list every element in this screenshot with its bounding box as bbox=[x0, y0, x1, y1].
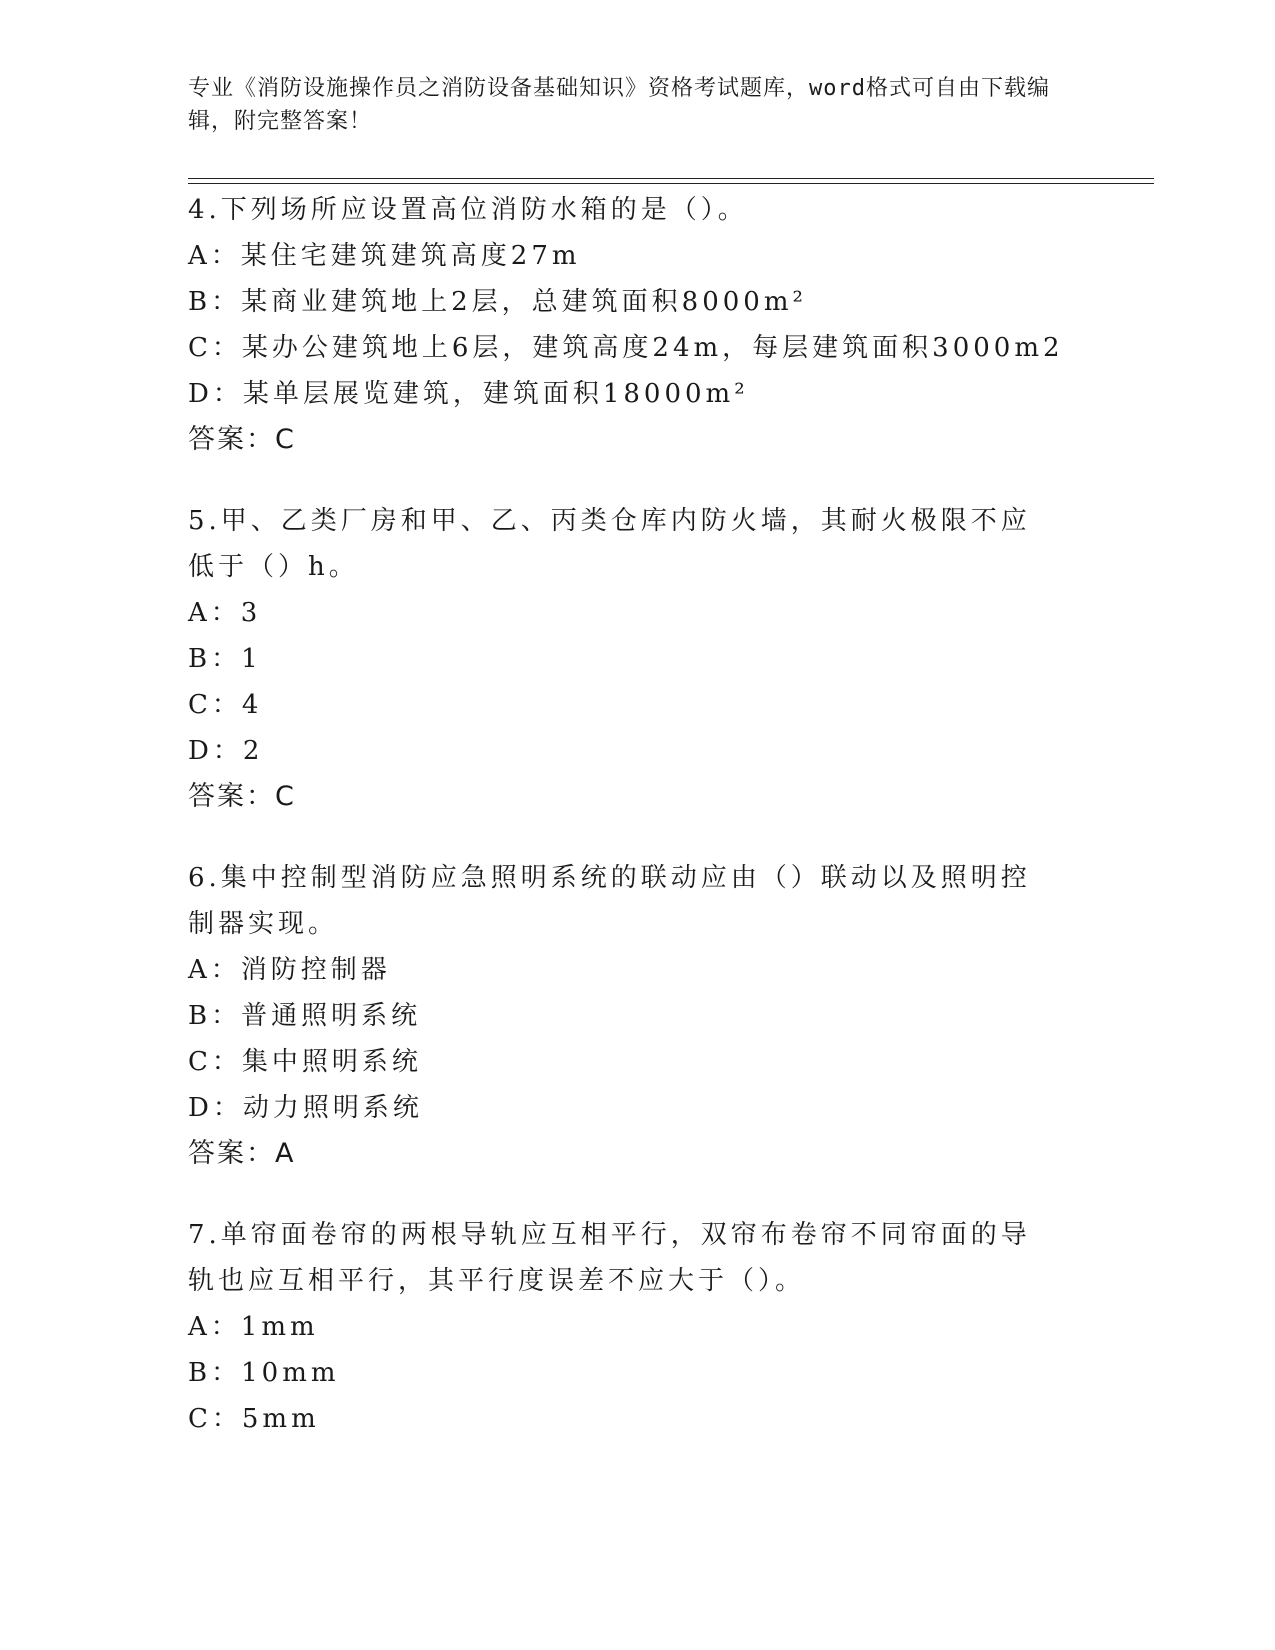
question-stem: 4.下列场所应设置高位消防水箱的是（）。 bbox=[188, 195, 748, 225]
option-b: B：10mm bbox=[188, 1358, 340, 1388]
answer-label: 答案：C bbox=[188, 781, 296, 812]
option-c: C：集中照明系统 bbox=[188, 1047, 422, 1077]
option-b: B：普通照明系统 bbox=[188, 1001, 422, 1031]
header-divider-top bbox=[188, 178, 1154, 179]
question-7 bbox=[188, 1212, 1068, 1442]
question-stem: 7.单帘面卷帘的两根导轨应互相平行，双帘布卷帘不同帘面的导轨也应互相平行，其平行度误差不应大于（）。 bbox=[188, 1220, 1031, 1296]
option-b: B：某商业建筑地上2层，总建筑面积8000m² bbox=[188, 287, 807, 317]
document-header: 专业《消防设施操作员之消防设备基础知识》资格考试题库，word格式可自由下载编辑，附完整答案！ bbox=[188, 76, 1050, 134]
question-list bbox=[188, 187, 1068, 1477]
option-b: B：1 bbox=[188, 644, 262, 674]
option-a: A：消防控制器 bbox=[188, 955, 391, 985]
question-stem: 5.甲、乙类厂房和甲、乙、丙类仓库内防火墙，其耐火极限不应低于（）h。 bbox=[188, 506, 1031, 582]
question-5 bbox=[188, 498, 1068, 820]
answer-label: 答案：A bbox=[188, 1138, 296, 1169]
question-6 bbox=[188, 855, 1068, 1177]
option-a: A：3 bbox=[188, 598, 262, 628]
option-d: D：2 bbox=[188, 736, 264, 766]
answer-label: 答案：C bbox=[188, 424, 296, 455]
option-c: C：4 bbox=[188, 690, 263, 720]
option-c: C：某办公建筑地上6层，建筑高度24m，每层建筑面积3000m2 bbox=[188, 333, 1064, 363]
option-d: D：某单层展览建筑，建筑面积18000m² bbox=[188, 379, 749, 409]
question-4 bbox=[188, 187, 1068, 463]
option-a: A：1mm bbox=[188, 1312, 319, 1342]
option-a: A：某住宅建筑建筑高度27m bbox=[188, 241, 581, 271]
question-stem: 6.集中控制型消防应急照明系统的联动应由（）联动以及照明控制器实现。 bbox=[188, 863, 1031, 939]
option-c: C：5mm bbox=[188, 1404, 320, 1434]
header-divider-bottom bbox=[188, 183, 1154, 184]
option-d: D：动力照明系统 bbox=[188, 1093, 423, 1123]
